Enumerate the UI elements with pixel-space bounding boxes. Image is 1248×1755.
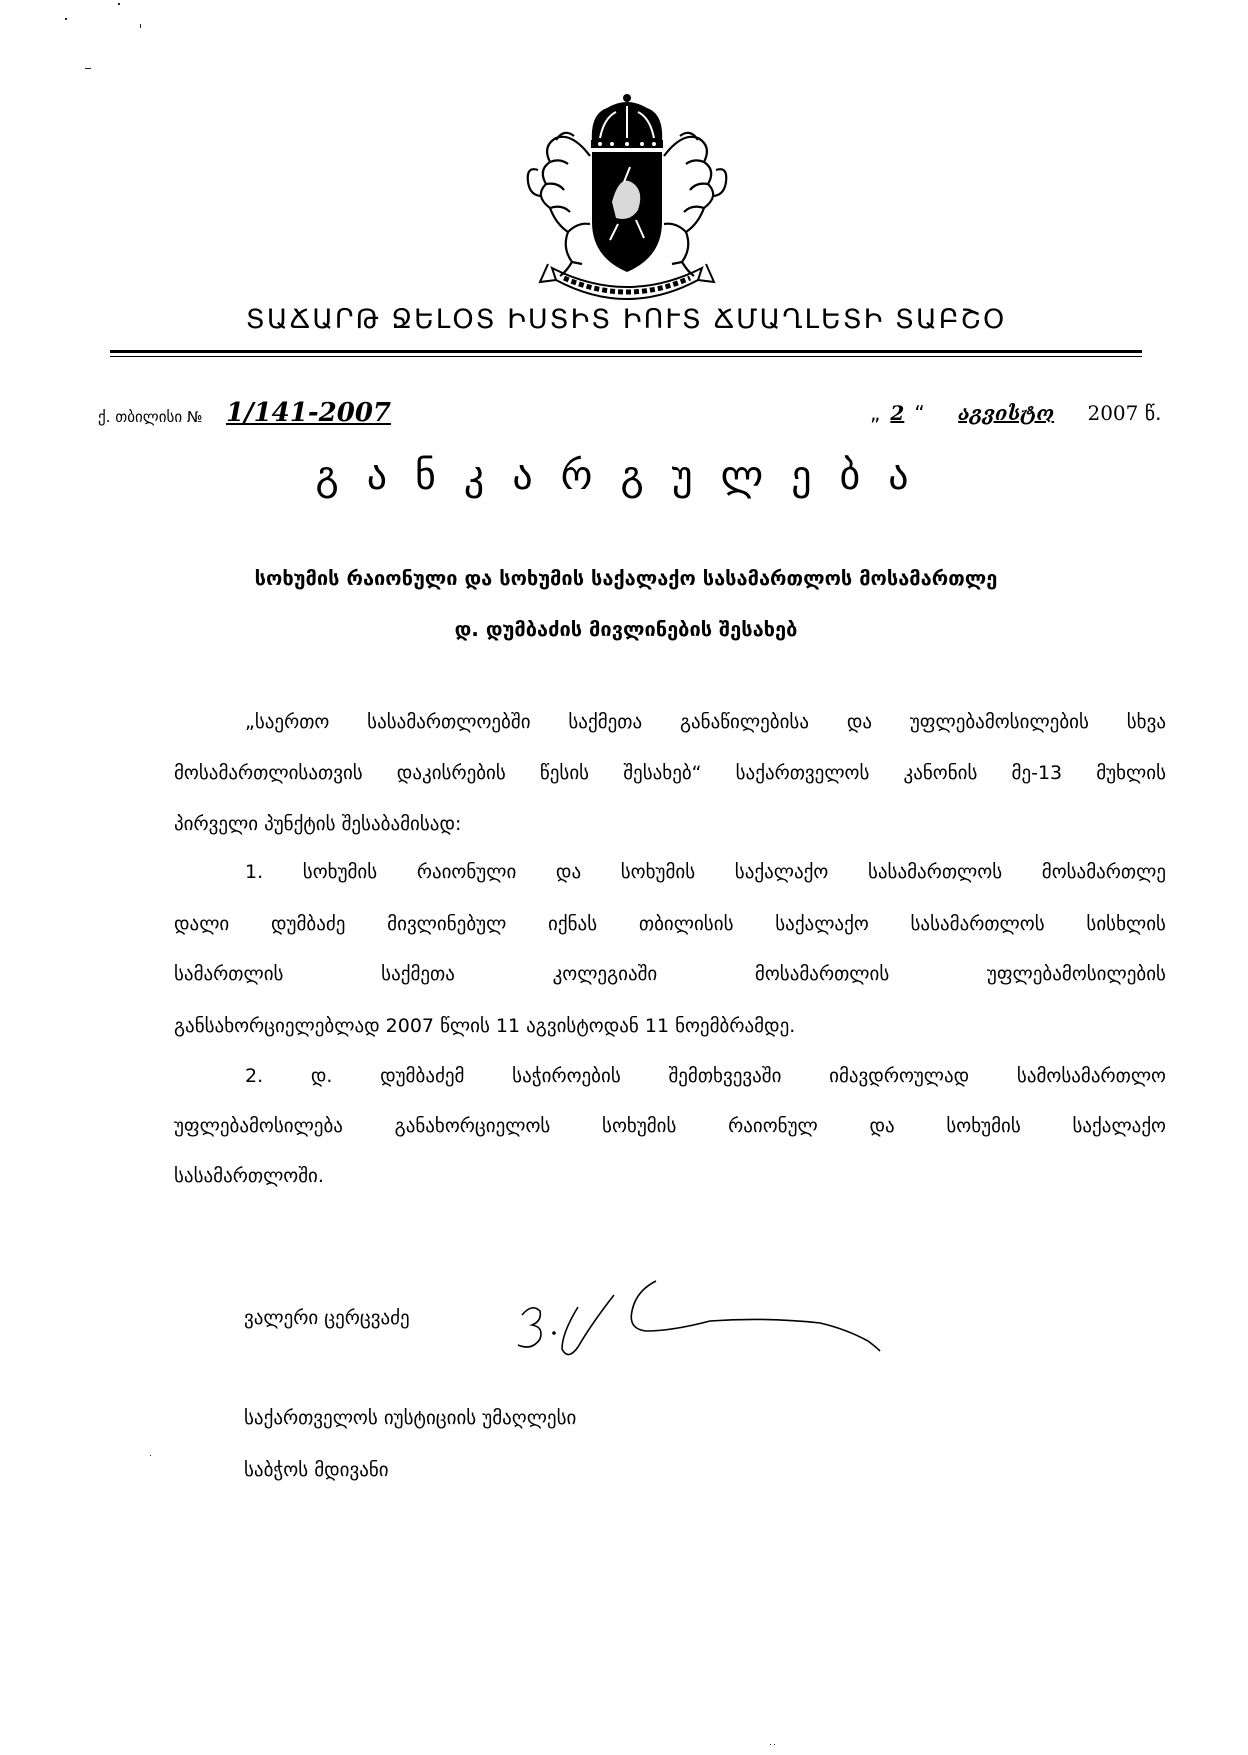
header-rule-thick [110,350,1142,353]
header-rule-thin [110,356,1142,357]
subject-line-1: სოხუმის რაიონული და სოხუმის საქალაქო სასამართლოს მოსამართლე [254,566,998,590]
date-month: აგვისტო [958,401,1055,425]
body-line: უფლებამოსილება განახორციელოს სოხუმის რაიონულ და სოხუმის საქალაქო [174,1115,1166,1137]
institution-title: ՏԱՃԱՐԹ ՋԵԼՕՏ ԻՍՏԻՏ ԻՈՒՏ ՃՄԱՂԼԵՏԻ ՏԱԲՇՕ [245,304,1007,335]
document-number: 1/141-2007 [226,398,392,428]
body-line: პირველი პუნქტის შესაბამისად: [174,813,462,835]
date-suffix: წ. [1144,401,1162,425]
date-close-quote: “ [914,401,925,425]
place-label: ქ. თბილისი № [98,408,203,426]
signer-position-line-2: საბჭოს მდივანი [244,1459,389,1481]
date-open-quote: „ [870,401,881,425]
body-line: „საერთო სასამართლოებში საქმეთა განაწილებისა და უფლებამოსილების სხვა [245,711,1166,733]
body-line: სამართლის საქმეთა კოლეგიაში მოსამართლის უფლებამოსილების [174,963,1166,985]
body-line: დალი დუმბაძე მივლინებულ იქნას თბილისის საქალაქო სასამართლოს სისხლის [174,913,1166,935]
date-day: 2 [890,401,905,425]
left-lion-icon [528,133,590,276]
body-line: 2. დ. დუმბაძემ საჭიროების შემთხვევაში იმავდროულად სამოსამართლო [245,1065,1166,1087]
signer-name: ვალერი ცერცვაძე [244,1307,410,1329]
crown-icon [591,94,663,148]
signer-position-line-1: საქართველოს იუსტიციის უმაღლესი [244,1407,577,1429]
date-year: 2007 [1087,401,1139,425]
body-line: განსახორციელებლად 2007 წლის 11 აგვისტოდან 11 ნოემბრამდე. [174,1015,796,1037]
handwritten-signature [496,1275,966,1365]
coat-of-arms-emblem [512,92,742,304]
shield-icon [592,152,662,272]
subject-line-2: დ. დუმბაძის მივლინების შესახებ [454,617,798,641]
body-line: 1. სოხუმის რაიონული და სოხუმის საქალაქო სასამართლოს მოსამართლე [245,861,1166,883]
body-line: სასამართლოში. [174,1165,324,1187]
document-type-heading: განკარგულება [315,453,937,499]
document-date [870,401,1161,425]
body-line: მოსამართლისათვის დაკისრების წესის შესახებ“ საქართველოს კანონის მე-13 მუხლის [174,762,1166,784]
right-lion-icon [664,133,726,276]
